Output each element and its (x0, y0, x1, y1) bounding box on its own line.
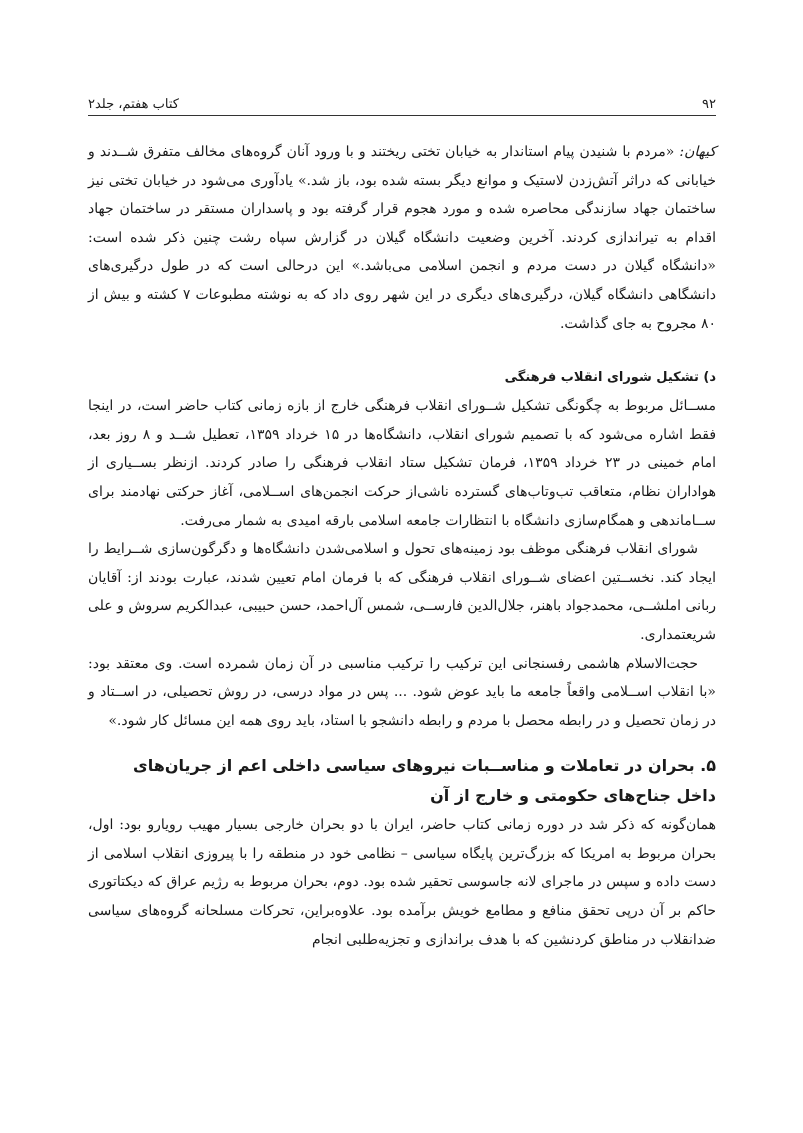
page-number: ۹۲ (702, 97, 716, 112)
body-paragraph: حجت‌الاسلام هاشمی رفسنجانی این ترکیب را ترکیب مناسبی در آن زمان شمرده است. وی معتقد بود: «با انقلاب اســلامی واقعاً جامعه ما باید عوض شود. ... پس در مواد درسی، در روش تحصیلی، در اســتاد و در زمان تحصیل و در رابطه محصل با مردم و رابطه دانشجو با استاد، باید روی همه این مسائل کار شود.» (88, 655, 716, 729)
body-paragraph (88, 138, 716, 338)
book-page (88, 0, 716, 1133)
body-paragraph: همان‌گونه که ذکر شد در دوره زمانی کتاب حاضر، ایران با دو بحران خارجی بسیار مهیب رویارو بود: اول، بحران مربوط به امریکا که بزرگ‌ترین پایگاه سیاسی – نظامی خود در منطقه را با پیروزی انقلاب اسلامی از دست داده و سپس در ماجرای لانه جاسوسی تحقیر شده بود. دوم، بحران مربوط به رژیم عراق که دیکتاتوری حاکم بر آن درپی تحقق منافع و مطامع خویش برآمده بود. علاوه‌براین، تحرکات مسلحانه گروه‌های سیاسی ضدانقلاب در مناطق کردنشین که با هدف براندازی و تجزیه‌طلبی انجام (88, 817, 717, 948)
body-paragraph: مســائل مربوط به چگونگی تشکیل شــورای انقلاب فرهنگی خارج از بازه زمانی کتاب حاضر است، در اینجا فقط اشاره می‌شود که با تصمیم شورای انقلاب، دانشگاه‌ها در ۱۵ خرداد ۱۳۵۹، تعطیل شــد و ۸ روز بعد، امام خمینی در ۲۳ خرداد ۱۳۵۹، فرمان تشکیل ستاد انقلاب فرهنگی را صادر کردند. ازنظر بســیاری از هواداران نظام، متعاقب تب‌وتاب‌های گسترده ناشی‌از حرکت انجمن‌های اســلامی، آغاز حرکتی نهادمند برای ســاماندهی و همگام‌سازی دانشگاه با انتظارات جامعه اسلامی بارقه امیدی به شمار می‌رفت. (88, 398, 717, 529)
running-title: کتاب هفتم، جلد۲ (88, 97, 179, 112)
page-body (88, 138, 716, 954)
page-header (88, 88, 716, 116)
source-name: کیهان: (679, 144, 716, 160)
chapter-section-heading: ۵. بحران در تعاملات و مناســبات نیروهای سیاسی داخلی اعم از جریان‌های داخل جناح‌های حکومتی و خارج از آن (133, 756, 716, 806)
body-paragraph: شورای انقلاب فرهنگی موظف بود زمینه‌های تحول و اسلامی‌شدن دانشگاه‌ها و دگرگون‌سازی شــرایط را ایجاد کند. نخســتین اعضای شــورای انقلاب فرهنگی که با فرمان امام تعیین شدند، عبارت بودند از: آقایان ربانی املشــی، محمدجواد باهنر، جلال‌الدین فارســی، شمس آل‌احمد، حسن حبیبی، عبدالکریم سروش و علی شریعتمداری. (88, 541, 716, 643)
paragraph-text: «مردم با شنیدن پیام استاندار به خیابان تختی ریختند و با ورود آنان گروه‌های مخالف متفرق شــدند و خیابانی که دراثر آتش‌زدن لاستیک و موانع دیگر بسته شده بود، باز شد.» یادآوری می‌شود در خیابان تختی نیز ساختمان جهاد سازندگی محاصره شده و مورد هجوم قرار گرفته بود و پاسداران مستقر در ساختمان جهاد اقدام به تیراندازی کردند. آخرین وضعیت دانشگاه گیلان در گزارش سپاه رشت چنین ذکر شده است: «دانشگاه گیلان در دست مردم و انجمن اسلامی می‌باشد.» این درحالی است که در طول درگیری‌های دانشگاهی دانشگاه گیلان، درگیری‌های دیگری در این شهر روی داد که به نوشته مطبوعات ۷ کشته و بیش از ۸۰ مجروح به جای گذاشت. (88, 144, 716, 332)
section-heading: د) تشکیل شورای انقلاب فرهنگی (504, 370, 716, 386)
